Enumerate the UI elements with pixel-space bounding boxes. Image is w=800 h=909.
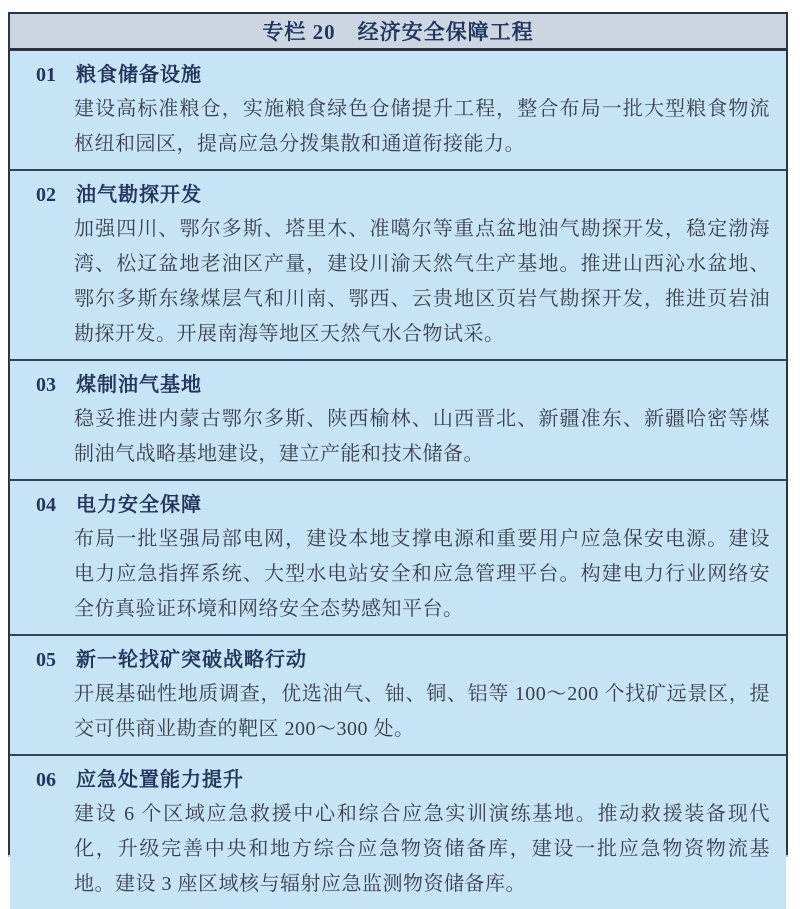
item-heading: 油气勘探开发 [76,184,202,206]
item-heading: 电力安全保障 [76,494,202,516]
panel-header [10,14,786,51]
economic-security-panel [8,12,788,895]
item-heading: 新一轮找矿突破战略行动 [76,649,307,671]
item-head [10,55,786,91]
item-grain-reserve [10,51,786,169]
item-heading: 应急处置能力提升 [76,769,244,791]
item-heading: 煤制油气基地 [76,374,202,396]
item-body-text: 稳妥推进内蒙古鄂尔多斯、陕西榆林、山西晋北、新疆准东、新疆哈密等煤制油气战略基地建设，建立产能和技术储备。 [74,408,770,465]
item-number: 03 [36,374,56,396]
item-body-text: 开展基础性地质调查，优选油气、铀、铜、铝等 100～200 个找矿远景区，提交可供商业勘查的靶区 200～300 处。 [74,683,770,740]
item-oil-gas-exploration [10,169,786,359]
item-power-security [10,479,786,634]
item-body-text: 布局一批坚强局部电网，建设本地支撑电源和重要用户应急保安电源。建设电力应急指挥系统、大型水电站安全和应急管理平台。构建电力行业网络安全仿真验证环境和网络安全态势感知平台。 [74,528,770,620]
item-head [10,640,786,676]
item-body-text: 建设高标准粮仓，实施粮食绿色仓储提升工程，整合布局一批大型粮食物流枢纽和园区，提高应急分拨集散和通道衔接能力。 [74,98,770,155]
item-number: 02 [36,184,56,206]
item-number: 05 [36,649,56,671]
item-emergency-response-capability [10,754,786,909]
item-head [10,485,786,521]
item-body-text: 建设 6 个区域应急救援中心和综合应急实训演练基地。推动救援装备现代化，升级完善中央和地方综合应急物资储备库，建设一批应急物资物流基地。建设 3 座区域核与辐射应急监测物资储备库。 [74,803,770,895]
item-head [10,760,786,796]
item-number: 01 [36,64,56,86]
item-body-text: 加强四川、鄂尔多斯、塔里木、准噶尔等重点盆地油气勘探开发，稳定渤海湾、松辽盆地老油区产量，建设川渝天然气生产基地。推进山西沁水盆地、鄂尔多斯东缘煤层气和川南、鄂西、云贵地区页岩气勘探开发，推进页岩油勘探开发。开展南海等地区天然气水合物试采。 [74,218,770,345]
panel-body [10,51,786,909]
item-head [10,175,786,211]
item-number: 06 [36,769,56,791]
item-number: 04 [36,494,56,516]
panel-title: 专栏 20 经济安全保障工程 [262,20,534,44]
item-coal-to-oil-gas-base [10,359,786,479]
item-head [10,365,786,401]
item-heading: 粮食储备设施 [76,64,202,86]
item-mineral-exploration-action [10,634,786,754]
